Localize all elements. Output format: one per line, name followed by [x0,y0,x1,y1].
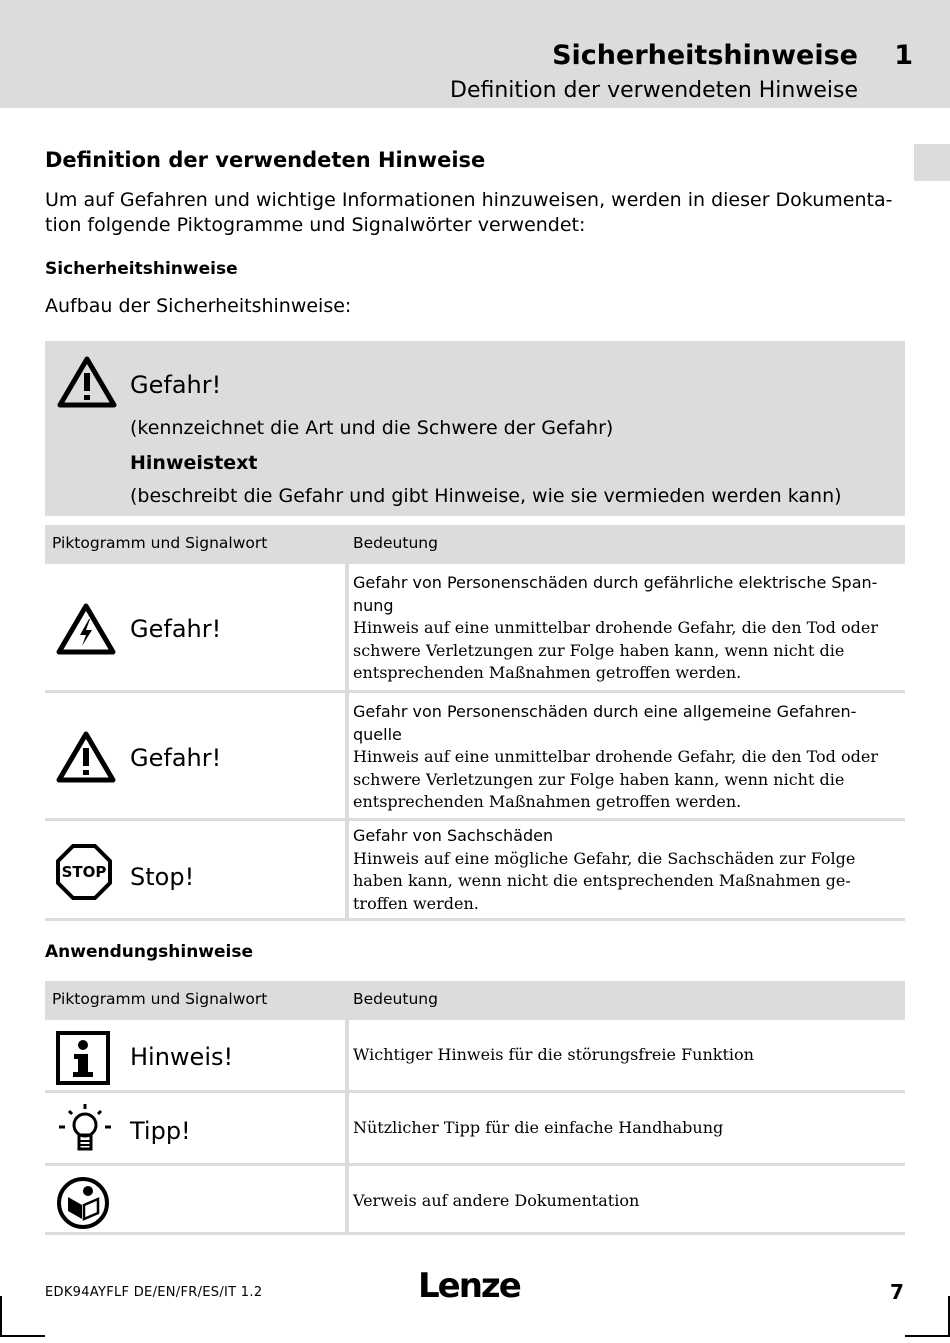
crop-mark [0,1335,45,1337]
example-line-3: (beschreibt die Gefahr und gibt Hinweise, wie sie vermieden werden kann) [130,485,842,507]
electric-hazard-icon [55,602,117,656]
table-header [45,525,905,561]
chapter-number: 1 [894,40,913,71]
description-text: Hinweis auf eine unmittelbar drohende Gefahr, die den Tod oder schwere Verletzungen zur Folge haben kann, wenn nicht die entsprechenden Maßnahmen getroffen werden. [353,618,878,682]
chapter-tab-marker [914,144,950,181]
safety-example-box [45,341,905,516]
crop-mark [0,1296,2,1336]
col-header-pictogram: Piktogramm und Signalwort [52,534,268,552]
document-id: EDK94AYFLF DE/EN/FR/ES/IT 1.2 [45,1285,263,1300]
structure-label: Aufbau der Sicherheitshinweise: [45,295,352,317]
signal-word: Stop! [130,863,195,891]
col-header-pictogram: Piktogramm und Signalwort [52,990,268,1008]
warning-triangle-icon [56,355,118,409]
signal-word: Gefahr! [130,615,222,643]
table-row [45,818,905,921]
table-row [45,1090,905,1163]
safety-heading: Sicherheitshinweise [45,259,238,279]
description-lead: Gefahr von Personenschäden durch eine allgemeine Gefahren-quelle [353,702,857,744]
row-description: Verweis auf andere Dokumentation [353,1191,640,1210]
example-signal-word: Gefahr! [130,371,222,399]
lightbulb-icon [55,1101,115,1159]
table-row [45,561,905,690]
page-number: 7 [890,1280,904,1304]
table-row [45,1163,905,1235]
table-header [45,981,905,1017]
row-description: Nützlicher Tipp für die einfache Handhabung [353,1118,724,1137]
table-row [45,690,905,818]
crop-mark [905,1335,950,1337]
col-header-meaning: Bedeutung [353,990,438,1008]
row-description [353,825,901,915]
header-title: Sicherheitshinweise [552,40,858,71]
description-lead: Gefahr von Personenschäden durch gefährliche elektrische Span-nung [353,573,878,615]
description-text: Hinweis auf eine mögliche Gefahr, die Sachschäden zur Folge haben kann, wenn nicht die entsprechenden Maßnahmen ge-troffen werden. [353,848,856,913]
col-header-meaning: Bedeutung [353,534,438,552]
row-description [353,701,901,814]
signal-word: Gefahr! [130,744,222,772]
intro-paragraph: Um auf Gefahren und wichtige Informationen hinzuweisen, werden in dieser Dokumenta-tion folgende Piktogramme und Signalwörter verwendet: [45,189,893,236]
warning-triangle-icon [55,730,117,784]
lenze-logo: Lenze [418,1266,520,1306]
signal-word: Tipp! [130,1117,191,1145]
stop-sign-icon [55,843,113,901]
application-heading: Anwendungshinweise [45,942,254,962]
info-icon [55,1030,111,1086]
safety-table [45,525,905,921]
row-description: Wichtiger Hinweis für die störungsfreie Funktion [353,1045,754,1064]
signal-word: Hinweis! [130,1043,234,1071]
read-documentation-icon [55,1175,111,1231]
header-subtitle: Definition der verwendeten Hinweise [450,78,858,103]
example-line-2: Hinweistext [130,452,258,474]
description-text: Hinweis auf eine unmittelbar drohende Gefahr, die den Tod oder schwere Verletzungen zur Folge haben kann, wenn nicht die entsprechenden Maßnahmen getroffen werden. [353,747,878,811]
table-row [45,1017,905,1090]
description-lead: Gefahr von Sachschäden [353,826,554,845]
stop-icon-text: STOP [61,863,107,881]
section-title: Definition der verwendeten Hinweise [45,148,486,172]
application-table [45,981,905,1235]
example-line-1: (kennzeichnet die Art und die Schwere der Gefahr) [130,417,614,439]
row-description [353,572,901,685]
